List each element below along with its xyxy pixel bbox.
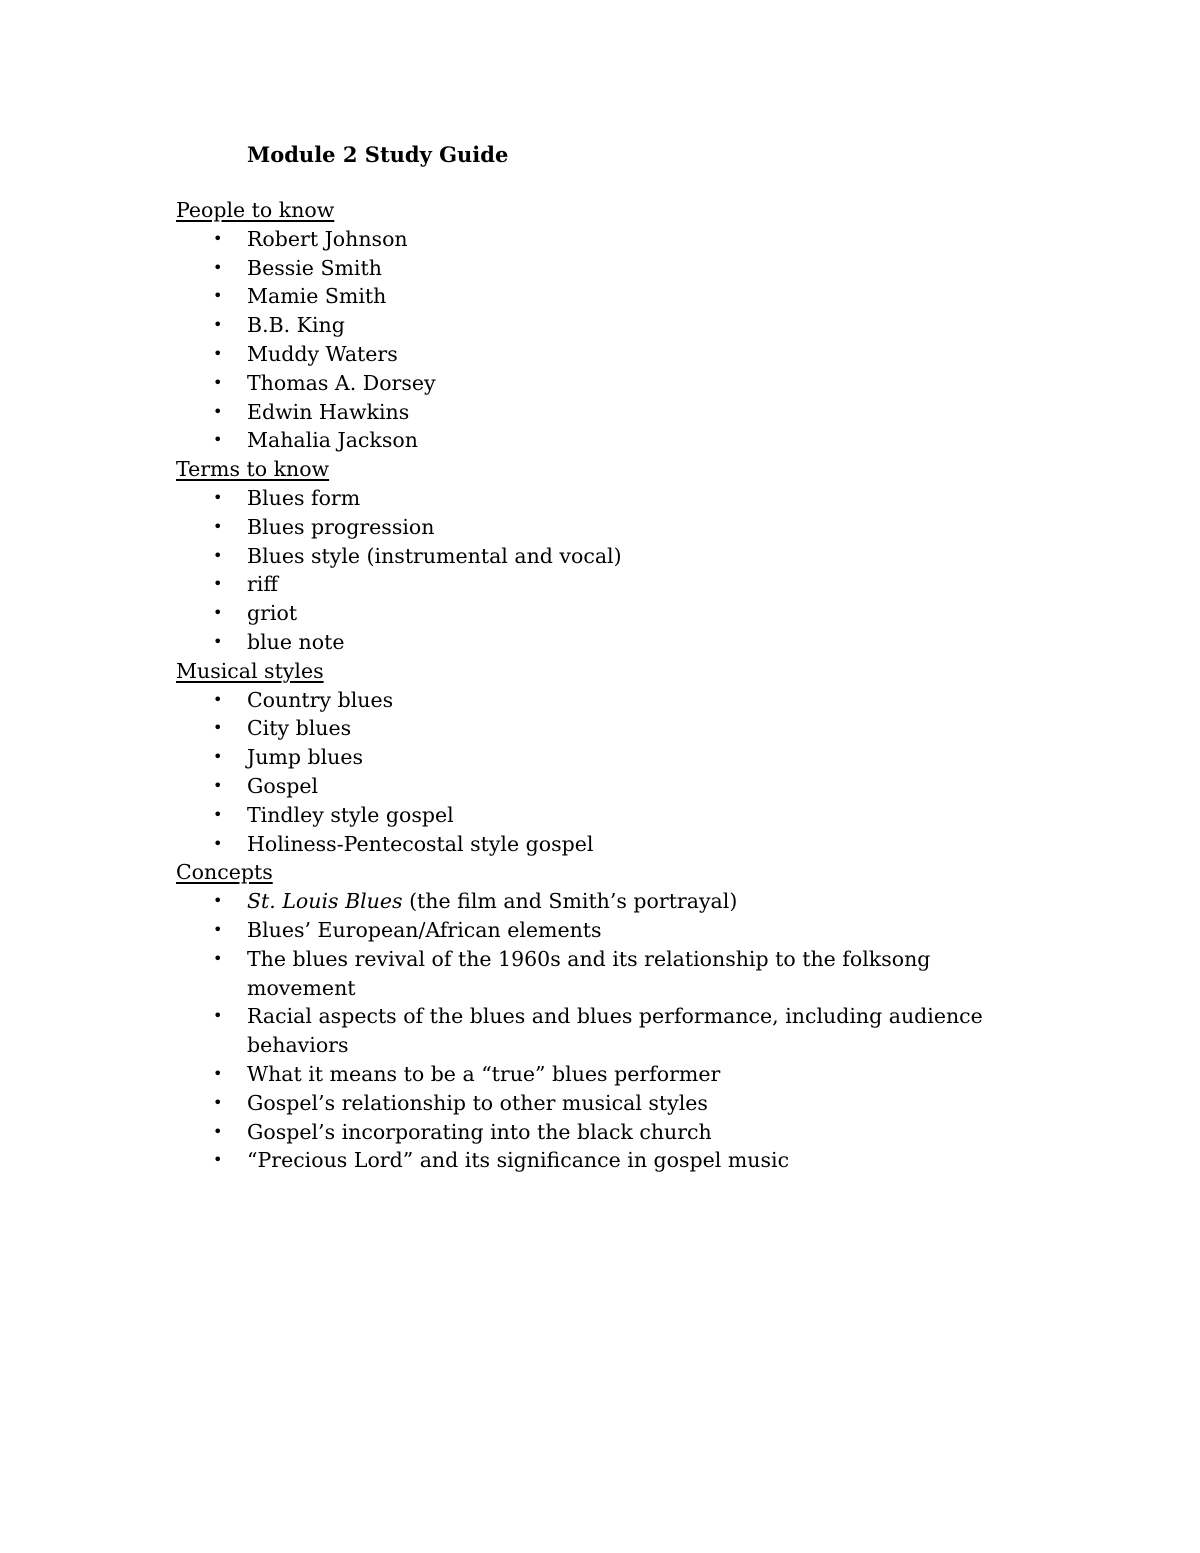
list-item: • Thomas A. Dorsey bbox=[176, 369, 1037, 398]
bullet-icon: • bbox=[213, 718, 223, 738]
list-item: • City blues bbox=[176, 714, 1037, 743]
list-item: • Edwin Hawkins bbox=[176, 398, 1037, 427]
concepts-list bbox=[176, 887, 1136, 1175]
bullet-icon: • bbox=[213, 286, 223, 306]
bullet-icon: • bbox=[213, 775, 223, 795]
styles-list bbox=[176, 686, 1136, 859]
bullet-icon: • bbox=[213, 891, 223, 911]
bullet-icon: • bbox=[213, 545, 223, 565]
list-item: • Blues style (instrumental and vocal) bbox=[176, 542, 1037, 571]
bullet-icon: • bbox=[213, 603, 223, 623]
list-item: • “Precious Lord” and its significance in gospel music bbox=[176, 1146, 1037, 1175]
list-item: • Blues’ European/African elements bbox=[176, 916, 1037, 945]
list-item: • Robert Johnson bbox=[176, 225, 1037, 254]
list-item: • Gospel’s relationship to other musical styles bbox=[176, 1089, 1037, 1118]
list-item: • B.B. King bbox=[176, 311, 1037, 340]
list-item: • Mamie Smith bbox=[176, 282, 1037, 311]
section-heading-concepts: Concepts bbox=[176, 860, 273, 885]
list-item: • griot bbox=[176, 599, 1037, 628]
list-item: • Bessie Smith bbox=[176, 254, 1037, 283]
study-guide-content bbox=[176, 196, 1136, 1175]
bullet-icon: • bbox=[213, 1092, 223, 1112]
list-item: • Country blues bbox=[176, 686, 1037, 715]
bullet-icon: • bbox=[213, 1063, 223, 1083]
terms-list bbox=[176, 484, 1136, 657]
list-item: • Jump blues bbox=[176, 743, 1037, 772]
section-styles bbox=[176, 657, 1136, 859]
list-item: • Racial aspects of the blues and blues performance, including audience behaviors bbox=[213, 1004, 983, 1058]
list-item: • riff bbox=[176, 570, 1037, 599]
list-item: • Mahalia Jackson bbox=[176, 426, 1037, 455]
bullet-icon: • bbox=[213, 919, 223, 939]
list-item: • Blues progression bbox=[176, 513, 1037, 542]
bullet-icon: • bbox=[213, 1006, 223, 1026]
bullet-icon: • bbox=[213, 1150, 223, 1170]
list-item: • Muddy Waters bbox=[176, 340, 1037, 369]
bullet-icon: • bbox=[213, 343, 223, 363]
list-item: • Gospel bbox=[176, 772, 1037, 801]
bullet-icon: • bbox=[213, 516, 223, 536]
list-item: • blue note bbox=[176, 628, 1037, 657]
section-heading-terms: Terms to know bbox=[176, 457, 330, 482]
bullet-icon: • bbox=[213, 574, 223, 594]
bullet-icon: • bbox=[213, 747, 223, 767]
bullet-icon: • bbox=[213, 487, 223, 507]
list-item: • Gospel’s incorporating into the black church bbox=[176, 1118, 1037, 1147]
bullet-icon: • bbox=[213, 948, 223, 968]
section-people bbox=[176, 196, 1136, 455]
list-item: • Tindley style gospel bbox=[176, 801, 1037, 830]
bullet-icon: • bbox=[213, 804, 223, 824]
bullet-icon: • bbox=[213, 257, 223, 277]
list-item: • Blues form bbox=[176, 484, 1037, 513]
bullet-icon: • bbox=[213, 833, 223, 853]
bullet-icon: • bbox=[213, 228, 223, 248]
list-item: • The blues revival of the 1960s and its relationship to the folksong movement bbox=[213, 946, 931, 1000]
section-heading-people: People to know bbox=[176, 198, 335, 222]
people-list bbox=[176, 225, 1136, 455]
bullet-icon: • bbox=[213, 315, 223, 335]
section-heading-styles: Musical styles bbox=[176, 658, 324, 683]
bullet-icon: • bbox=[213, 631, 223, 651]
page-title: Module 2 Study Guide bbox=[247, 142, 509, 167]
list-item: • Holiness-Pentecostal style gospel bbox=[176, 830, 1037, 859]
list-item: • What it means to be a “true” blues performer bbox=[176, 1060, 1037, 1089]
bullet-icon: • bbox=[213, 430, 223, 450]
bullet-icon: • bbox=[213, 372, 223, 392]
bullet-icon: • bbox=[213, 689, 223, 709]
list-item: • St. Louis Blues (the film and Smith’s portrayal) bbox=[176, 887, 1037, 916]
film-title: St. Louis Blues bbox=[247, 889, 403, 914]
bullet-icon: • bbox=[213, 401, 223, 421]
section-terms bbox=[176, 455, 1136, 657]
bullet-icon: • bbox=[213, 1121, 223, 1141]
section-concepts bbox=[176, 858, 1136, 1175]
